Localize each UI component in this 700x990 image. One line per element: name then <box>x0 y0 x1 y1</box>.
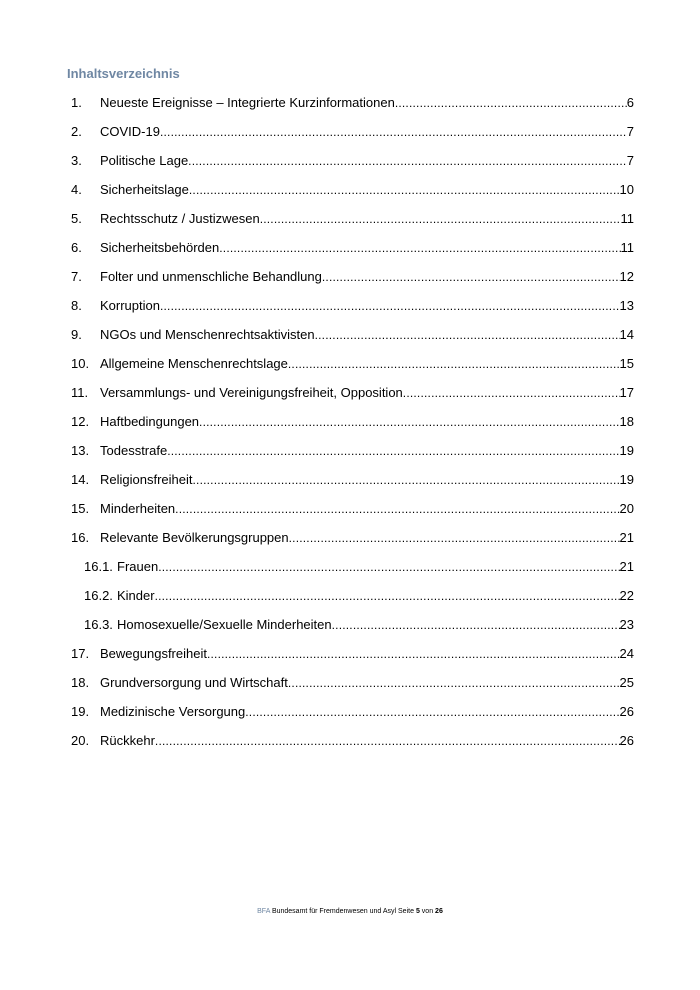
toc-dot-leader <box>160 297 620 315</box>
page-footer <box>0 908 700 915</box>
toc-dot-leader <box>167 442 619 460</box>
toc-entry-body <box>100 239 634 257</box>
toc-entry-number: 13. <box>71 442 90 458</box>
toc-entry[interactable] <box>0 349 700 378</box>
toc-entry-title[interactable]: Todesstrafe <box>100 442 168 458</box>
toc-entry-title[interactable]: Medizinische Versorgung <box>100 703 246 719</box>
toc-entry[interactable] <box>0 697 700 726</box>
toc-dot-leader <box>260 210 621 228</box>
toc-entry-body <box>117 587 634 605</box>
toc-entry-body <box>100 268 634 286</box>
toc-entry-title[interactable]: Grundversorgung und Wirtschaft <box>100 674 288 690</box>
toc-entry-page[interactable]: 7 <box>626 152 634 168</box>
toc-entry-title[interactable]: Homosexuelle/Sexuelle Minderheiten <box>117 616 332 632</box>
footer-page-label: Seite <box>398 908 414 915</box>
toc-entry[interactable] <box>0 610 700 639</box>
toc-entry-title[interactable]: Haftbedingungen <box>100 413 200 429</box>
toc-entry-page[interactable]: 26 <box>619 703 634 719</box>
toc-entry[interactable] <box>0 88 700 117</box>
toc-entry-number: 6. <box>71 239 82 255</box>
toc-entry[interactable] <box>0 291 700 320</box>
toc-entry-body <box>100 500 634 518</box>
toc-entry-body <box>100 297 634 315</box>
toc-entry-page[interactable]: 20 <box>619 500 634 516</box>
toc-entry-page[interactable]: 7 <box>626 123 634 139</box>
toc-entry-title[interactable]: Sicherheitslage <box>100 181 189 197</box>
toc-entry-page[interactable]: 18 <box>619 413 634 429</box>
toc-entry-number: 16.1. <box>84 558 113 574</box>
toc-dot-leader <box>245 703 619 721</box>
toc-entry-page[interactable]: 22 <box>619 587 634 603</box>
toc-entry-title[interactable]: Relevante Bevölkerungsgruppen <box>100 529 289 545</box>
toc-dot-leader <box>403 384 620 402</box>
toc-heading: Inhaltsverzeichnis <box>67 66 180 81</box>
toc-entry-number: 10. <box>71 355 90 371</box>
toc-entry-page[interactable]: 11 <box>620 210 634 226</box>
toc-entry-number: 15. <box>71 500 90 516</box>
toc-entry-body <box>100 471 634 489</box>
toc-entry-title[interactable]: Korruption <box>100 297 160 313</box>
toc-entry-title[interactable]: Minderheiten <box>100 500 176 516</box>
toc-entry[interactable] <box>0 581 700 610</box>
toc-entry-page[interactable]: 13 <box>619 297 634 313</box>
toc-entry-number: 16.3. <box>84 616 113 632</box>
toc-dot-leader <box>199 413 620 431</box>
toc-entry-page[interactable]: 25 <box>619 674 634 690</box>
toc-entry[interactable] <box>0 436 700 465</box>
toc-entry[interactable] <box>0 262 700 291</box>
toc-entry-body <box>100 384 634 402</box>
toc-entry[interactable] <box>0 378 700 407</box>
toc-entry-number: 8. <box>71 297 82 313</box>
toc-entry-title[interactable]: Neueste Ereignisse – Integrierte Kurzinformationen <box>100 94 395 110</box>
toc-entry-body <box>100 152 634 170</box>
toc-entry-page[interactable]: 19 <box>619 471 634 487</box>
toc-entry-title[interactable]: Versammlungs- und Vereinigungsfreiheit, Opposition <box>100 384 403 400</box>
toc-dot-leader <box>158 558 619 576</box>
toc-entry-body <box>117 558 634 576</box>
toc-entry-title[interactable]: Folter und unmenschliche Behandlung <box>100 268 322 284</box>
toc-dot-leader <box>193 471 620 489</box>
toc-entry-page[interactable]: 19 <box>619 442 634 458</box>
toc-dot-leader <box>160 123 627 141</box>
toc-entry-number: 16. <box>71 529 90 545</box>
toc-dot-leader <box>175 500 619 518</box>
toc-entry-number: 14. <box>71 471 90 487</box>
toc-entry-number: 18. <box>71 674 90 690</box>
toc-entry-number: 11. <box>71 384 89 400</box>
toc-entry-number: 20. <box>71 732 90 748</box>
toc-dot-leader <box>155 587 620 605</box>
toc-dot-leader <box>189 181 620 199</box>
toc-entry-title[interactable]: Allgemeine Menschenrechtslage <box>100 355 288 371</box>
footer-page-current: 5 <box>415 908 420 915</box>
toc-entry-page[interactable]: 23 <box>619 616 634 632</box>
toc-entry-title[interactable]: Religionsfreiheit <box>100 471 193 487</box>
toc-entry-body <box>100 94 634 112</box>
toc-entry-body <box>100 326 634 344</box>
toc-entry-page[interactable]: 21 <box>619 529 634 545</box>
toc-entry-body <box>100 703 634 721</box>
toc-dot-leader <box>188 152 627 170</box>
toc-entry[interactable] <box>0 465 700 494</box>
toc-entry[interactable] <box>0 668 700 697</box>
toc-dot-leader <box>395 94 627 112</box>
toc-entry-title[interactable]: COVID-19 <box>100 123 160 139</box>
toc-list <box>0 88 700 755</box>
toc-entry[interactable] <box>0 407 700 436</box>
toc-entry[interactable] <box>0 726 700 755</box>
toc-dot-leader <box>288 355 620 373</box>
footer-org: Bundesamt für Fremdenwesen und Asyl <box>271 908 397 915</box>
footer-brand: BFA <box>257 908 270 915</box>
toc-dot-leader <box>322 268 620 286</box>
toc-entry-number: 16.2. <box>84 587 113 603</box>
toc-entry-title[interactable]: Kinder <box>117 587 155 603</box>
toc-entry-page[interactable]: 6 <box>626 94 634 110</box>
toc-entry-number: 3. <box>71 152 82 168</box>
toc-entry[interactable] <box>0 146 700 175</box>
toc-entry-number: 12. <box>71 413 90 429</box>
toc-entry-body <box>100 645 634 663</box>
toc-entry-body <box>100 355 634 373</box>
toc-entry[interactable] <box>0 320 700 349</box>
toc-entry-body <box>100 674 634 692</box>
toc-entry[interactable] <box>0 552 700 581</box>
toc-entry-page[interactable]: 10 <box>619 181 634 197</box>
toc-entry-title[interactable]: Frauen <box>117 558 159 574</box>
toc-entry-page[interactable]: 12 <box>619 268 634 284</box>
toc-entry[interactable] <box>0 175 700 204</box>
toc-entry-number: 2. <box>71 123 82 139</box>
toc-entry-body <box>100 442 634 460</box>
toc-dot-leader <box>219 239 620 257</box>
toc-entry-page[interactable]: 26 <box>619 732 634 748</box>
toc-entry-number: 7. <box>71 268 82 284</box>
toc-entry-body <box>100 413 634 431</box>
toc-entry-body <box>100 732 634 750</box>
toc-entry[interactable] <box>0 233 700 262</box>
toc-entry-number: 19. <box>71 703 90 719</box>
toc-entry-body <box>117 616 634 634</box>
toc-entry-number: 9. <box>71 326 82 342</box>
toc-entry[interactable] <box>0 204 700 233</box>
toc-entry-title[interactable]: Politische Lage <box>100 152 189 168</box>
toc-dot-leader <box>155 732 620 750</box>
toc-entry-body <box>100 210 634 228</box>
toc-entry-number: 4. <box>71 181 82 197</box>
toc-entry-body <box>100 181 634 199</box>
toc-entry[interactable] <box>0 494 700 523</box>
toc-entry[interactable] <box>0 639 700 668</box>
toc-dot-leader <box>207 645 620 663</box>
toc-entry[interactable] <box>0 523 700 552</box>
toc-entry-title[interactable]: Bewegungsfreiheit <box>100 645 207 661</box>
toc-entry-number: 1. <box>71 94 82 110</box>
toc-entry-page[interactable]: 24 <box>619 645 634 661</box>
footer-page-total: 26 <box>435 908 443 915</box>
toc-entry-page[interactable]: 11 <box>620 239 634 255</box>
toc-entry[interactable] <box>0 117 700 146</box>
toc-dot-leader <box>332 616 620 634</box>
toc-entry-body <box>100 123 634 141</box>
toc-entry-title[interactable]: Sicherheitsbehörden <box>100 239 220 255</box>
toc-entry-body <box>100 529 634 547</box>
toc-entry-page[interactable]: 17 <box>619 384 634 400</box>
toc-entry-title[interactable]: NGOs und Menschenrechtsaktivisten <box>100 326 315 342</box>
toc-dot-leader <box>315 326 620 344</box>
toc-entry-title[interactable]: Rechtsschutz / Justizwesen <box>100 210 260 226</box>
toc-entry-number: 5. <box>71 210 82 226</box>
toc-entry-page[interactable]: 14 <box>619 326 634 342</box>
footer-page-sep: von <box>421 908 434 915</box>
toc-dot-leader <box>289 529 620 547</box>
toc-entry-number: 17. <box>71 645 90 661</box>
toc-entry-title[interactable]: Rückkehr <box>100 732 155 748</box>
toc-entry-page[interactable]: 15 <box>619 355 634 371</box>
toc-entry-page[interactable]: 21 <box>619 558 634 574</box>
toc-dot-leader <box>288 674 620 692</box>
